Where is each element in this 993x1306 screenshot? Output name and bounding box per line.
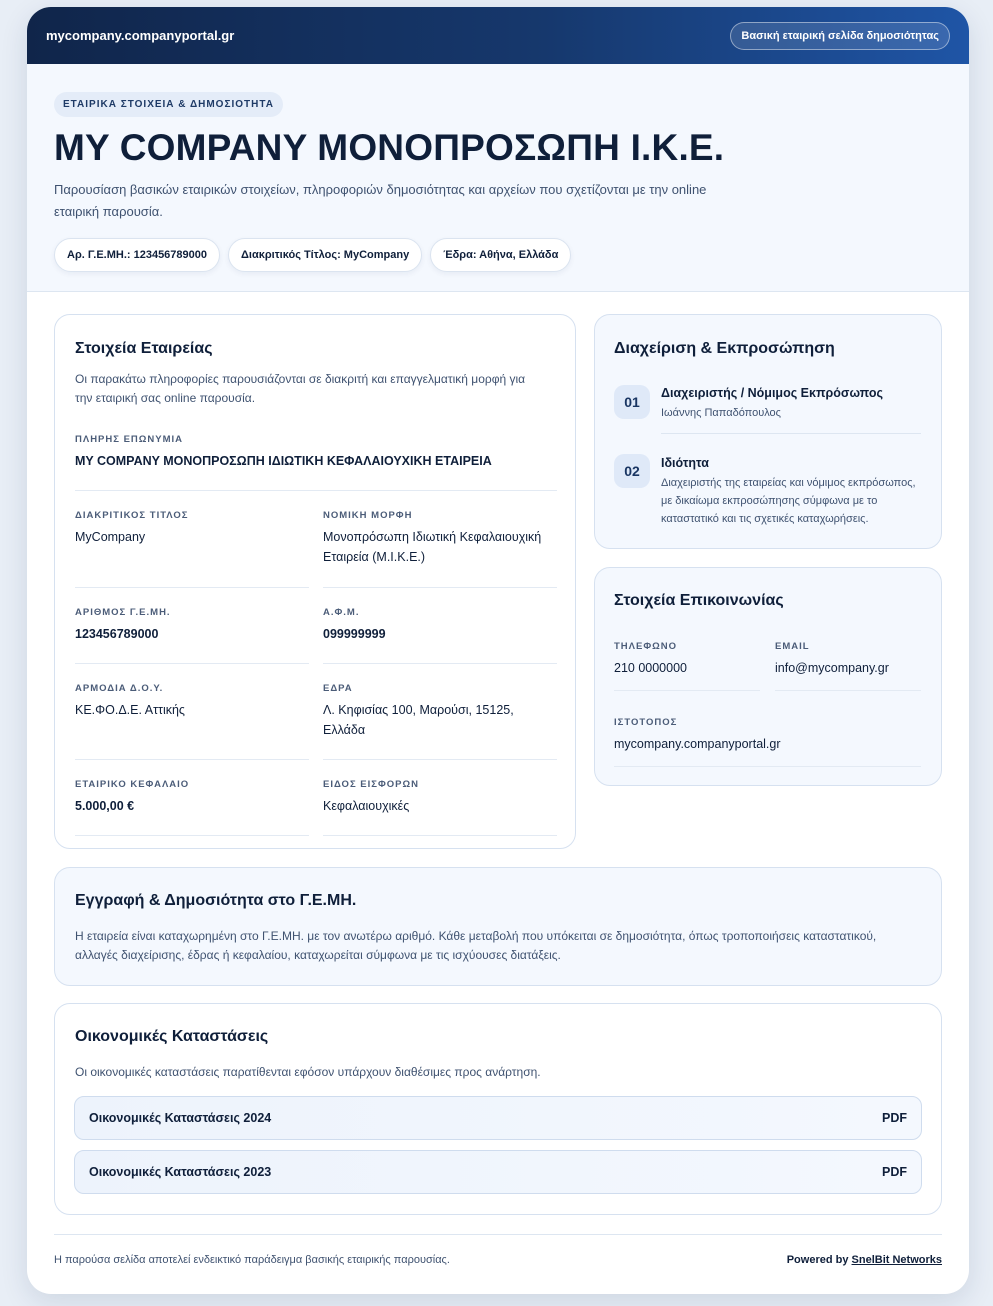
management-item-title: Ιδιότητα [661,456,709,470]
financials-description: Οι οικονομικές καταστάσεις παρατίθενται εφόσον υπάρχουν διαθέσιμες προς ανάρτηση. [75,1065,541,1079]
field-label: ΤΗΛΕΦΩΝΟ [614,641,678,652]
pdf-badge: PDF [882,1165,907,1179]
field-value: Κεφαλαιουχικές [323,799,410,813]
field-value: ΚΕ.ΦΟ.Δ.Ε. Αττικής [75,703,185,717]
field-label: ΕΤΑΙΡΙΚΟ ΚΕΦΑΛΑΙΟ [75,779,190,790]
field-contribution-type [323,779,557,836]
field-value: Μονοπρόσωπη Ιδιωτική Κεφαλαιουχική Εταιρεία (Μ.Ι.Κ.Ε.) [323,530,542,564]
contact-website [614,717,921,767]
registry-title: Εγγραφή & Δημοσιότητα στο Γ.Ε.ΜΗ. [75,892,357,909]
management-card [594,314,942,549]
field-value: 123456789000 [75,627,159,641]
file-name: Οικονομικές Καταστάσεις 2023 [89,1165,272,1179]
email-link[interactable]: info@mycompany.gr [775,661,889,675]
contact-title: Στοιχεία Επικοινωνίας [614,592,784,609]
field-label: EMAIL [775,641,810,652]
field-vat-number [323,607,557,664]
seat-chip: Έδρα: Αθήνα, Ελλάδα [430,238,571,272]
management-item-capacity [661,456,925,528]
field-label: ΔΙΑΚΡΙΤΙΚΟΣ ΤΙΤΛΟΣ [75,510,189,521]
hero-eyebrow: ΕΤΑΙΡΙΚΑ ΣΤΟΙΧΕΙΑ & ΔΗΜΟΣΙΟΤΗΤΑ [54,92,283,117]
field-value: 099999999 [323,627,386,641]
page-title: MY COMPANY ΜΟΝΟΠΡΟΣΩΠΗ Ι.Κ.Ε. [54,127,725,168]
powered-by-prefix: Powered by [786,1253,849,1266]
footer-note: Η παρούσα σελίδα αποτελεί ενδεικτικό παράδειγμα βασικής εταιρικής παρουσίας. [54,1253,450,1266]
field-label: ΑΡΙΘΜΟΣ Γ.Ε.ΜΗ. [75,607,171,618]
footer [54,1234,942,1284]
site-domain: mycompany.companyportal.gr [46,28,235,43]
gemi-chip: Αρ. Γ.Ε.ΜΗ.: 123456789000 [54,238,220,272]
field-value: MyCompany [75,530,146,544]
file-row-2024[interactable] [74,1096,922,1140]
field-value: Λ. Κηφισίας 100, Μαρούσι, 15125, Ελλάδα [323,703,514,737]
field-tax-office [75,683,309,760]
field-full-name [75,434,557,491]
management-item-text: Διαχειριστής της εταιρείας και νόμιμος εκπρόσωπος, με δικαίωμα εκπροσώπησης σύμφωνα με το καταστατικό και τις σχετικές καταχωρήσεις. [661,477,916,525]
field-label: ΠΛΗΡΗΣ ΕΠΩΝΥΜΙΑ [75,434,184,445]
step-number: 01 [614,385,650,419]
powered-by [787,1254,942,1266]
registry-text: Η εταιρεία είναι καταχωρημένη στο Γ.Ε.ΜΗ. με τον ανωτέρω αριθμό. Κάθε μεταβολή που υπόκειται σε δημοσιότητα, όπως τροποποιήσεις καταστατικού, αλλαγές διαχείρισης, έδρας ή κεφαλαίου, καταχωρείται σύμφωνα με τις ισχύουσες διατάξεις. [75,929,877,962]
company-details-description: Οι παρακάτω πληροφορίες παρουσιάζονται σε διακριτή και επαγγελματική μορφή για την εταιρική σας online παρουσία. [75,372,526,405]
field-seat [323,683,557,760]
contact-email [775,641,921,691]
file-row-2023[interactable] [74,1150,922,1194]
field-label: ΕΔΡΑ [323,683,353,694]
management-title: Διαχείριση & Εκπροσώπηση [614,340,835,357]
company-details-card [54,314,576,849]
hero-chips [54,238,942,272]
phone-value[interactable]: 210 0000000 [614,661,687,675]
page-type-badge[interactable]: Βασική εταιρική σελίδα δημοσιότητας [730,22,950,50]
management-item-title: Διαχειριστής / Νόμιμος Εκπρόσωπος [661,386,884,400]
field-label: ΕΙΔΟΣ ΕΙΣΦΟΡΩΝ [323,779,419,790]
management-item-manager [661,386,921,434]
field-value: MY COMPANY ΜΟΝΟΠΡΟΣΩΠΗ ΙΔΙΩΤΙΚΗ ΚΕΦΑΛΑΙΟΥΧΙΚΗ ΕΤΑΙΡΕΙΑ [75,454,492,468]
field-value: 5.000,00 € [75,799,135,813]
contact-phone [614,641,760,691]
field-gemi-number [75,607,309,664]
field-label: Α.Φ.Μ. [323,607,360,618]
company-details-title: Στοιχεία Εταιρείας [75,340,213,357]
field-share-capital [75,779,309,836]
step-number: 02 [614,454,650,488]
page-container [27,7,969,1294]
hero-section [27,64,969,292]
hero-description: Παρουσίαση βασικών εταιρικών στοιχείων, πληροφοριών δημοσιότητας και αρχείων που σχετίζονται με την online εταιρική παρουσία. [54,182,707,219]
financials-card [54,1003,942,1215]
field-label: ΙΣΤΟΤΟΠΟΣ [614,717,678,728]
pdf-badge: PDF [882,1111,907,1125]
top-bar [27,7,969,64]
field-label: ΑΡΜΟΔΙΑ Δ.Ο.Υ. [75,683,164,694]
field-label: ΝΟΜΙΚΗ ΜΟΡΦΗ [323,510,413,521]
contact-card [594,567,942,786]
website-link[interactable]: mycompany.companyportal.gr [614,737,781,751]
field-legal-form [323,510,557,588]
field-distinctive-title [75,510,309,588]
registry-card [54,867,942,986]
management-item-text: Ιωάννης Παπαδόπουλος [661,407,781,419]
title-chip: Διακριτικός Τίτλος: MyCompany [228,238,422,272]
financials-title: Οικονομικές Καταστάσεις [75,1028,269,1045]
powered-by-link[interactable]: SnelBit Networks [851,1253,942,1266]
file-name: Οικονομικές Καταστάσεις 2024 [89,1111,272,1125]
